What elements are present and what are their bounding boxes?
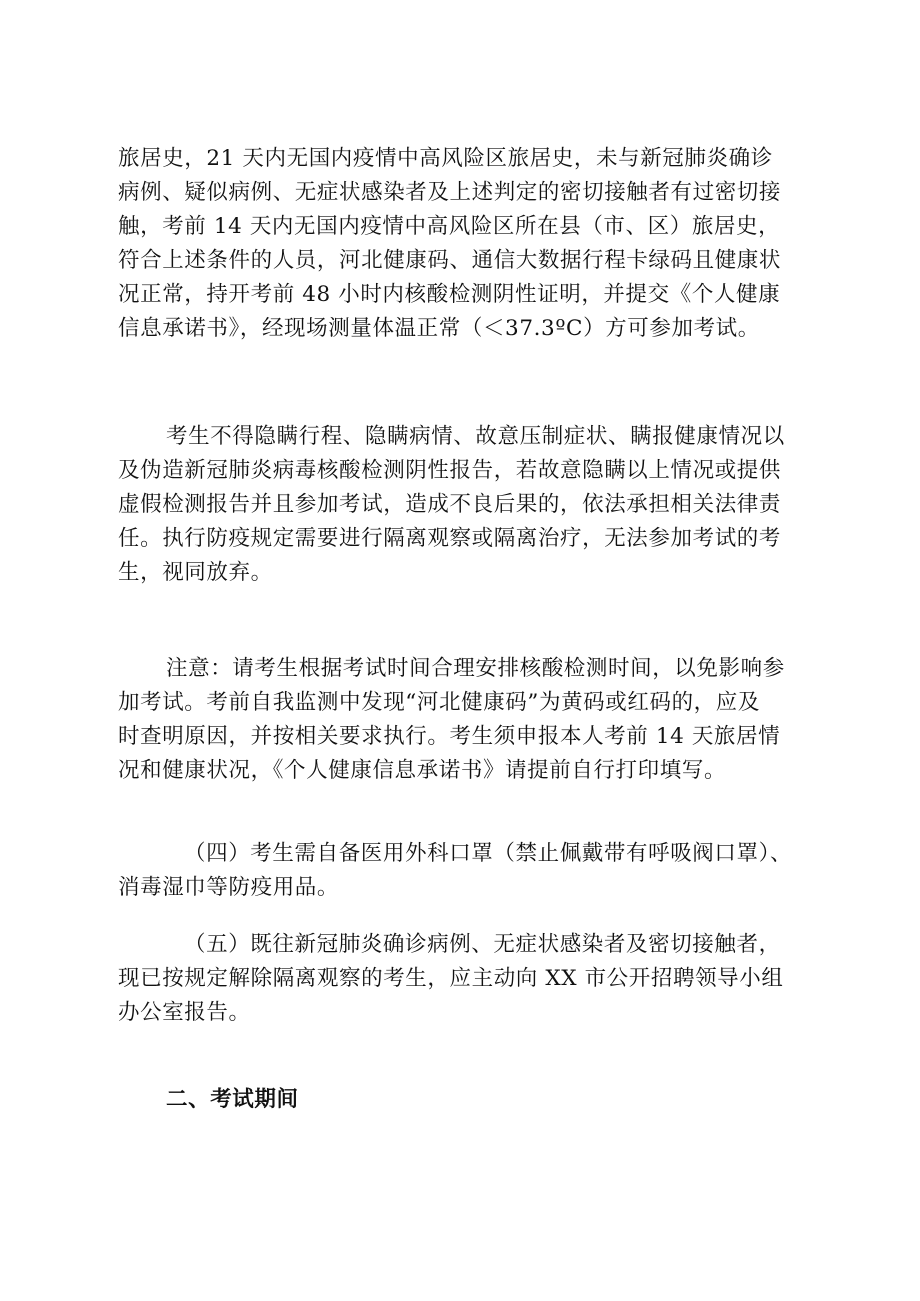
text-line: （五）既往新冠肺炎确诊病例、无症状感染者及密切接触者， xyxy=(184,932,781,957)
text-line: 符合上述条件的人员，河北健康码、通信大数据行程卡绿码且健康状 xyxy=(118,248,782,273)
text-line: 时查明原因，并按相关要求执行。考生须申报本人考前 14 天旅居情 xyxy=(118,724,781,749)
text-line: 消毒湿巾等防疫用品。 xyxy=(118,875,340,900)
text-line: 办公室报告。 xyxy=(118,1000,251,1025)
text-line: 信息承诺书》，经现场测量体温正常（＜37.3ºC）方可参加考试。 xyxy=(118,316,760,341)
section-heading: 二、考试期间 xyxy=(166,1087,299,1112)
text-line: 任。执行防疫规定需要进行隔离观察或隔离治疗，无法参加考试的考 xyxy=(118,526,782,551)
paragraph-honesty-requirement xyxy=(118,420,785,590)
text-line: 况和健康状况，《个人健康信息承诺书》请提前自行打印填写。 xyxy=(118,758,727,783)
paragraph-item-five xyxy=(118,928,783,1030)
text-line: 加考试。考前自我监测中发现“河北健康码”为黄码或红码的，应及 xyxy=(118,690,760,715)
text-line: 生，视同放弃。 xyxy=(118,560,273,585)
text-line: 现已按规定解除隔离观察的考生，应主动向 XX 市公开招聘领导小组 xyxy=(118,966,784,991)
text-line: 虚假检测报告并且参加考试，造成不良后果的，依法承担相关法律责 xyxy=(118,492,782,517)
text-line: 注意：请考生根据考试时间合理安排核酸检测时间，以免影响参 xyxy=(166,656,785,681)
text-line: （四）考生需自备医用外科口罩（禁止佩戴带有呼吸阀口罩）、 xyxy=(184,841,793,866)
text-line: 触，考前 14 天内无国内疫情中高风险区所在县（市、区）旅居史， xyxy=(118,214,781,239)
text-line: 病例、疑似病例、无症状感染者及上述判定的密切接触者有过密切接 xyxy=(118,180,782,205)
text-line: 考生不得隐瞒行程、隐瞒病情、故意压制症状、瞒报健康情况以 xyxy=(166,424,785,449)
text-line: 及伪造新冠肺炎病毒核酸检测阴性报告，若故意隐瞒以上情况或提供 xyxy=(118,458,782,483)
text-line: 旅居史，21 天内无国内疫情中高风险区旅居史，未与新冠肺炎确诊 xyxy=(118,146,773,171)
paragraph-travel-history xyxy=(118,142,781,346)
text-line: 况正常，持开考前 48 小时内核酸检测阴性证明，并提交《个人健康 xyxy=(118,282,781,307)
paragraph-item-four xyxy=(118,837,792,905)
paragraph-notice xyxy=(118,652,785,788)
